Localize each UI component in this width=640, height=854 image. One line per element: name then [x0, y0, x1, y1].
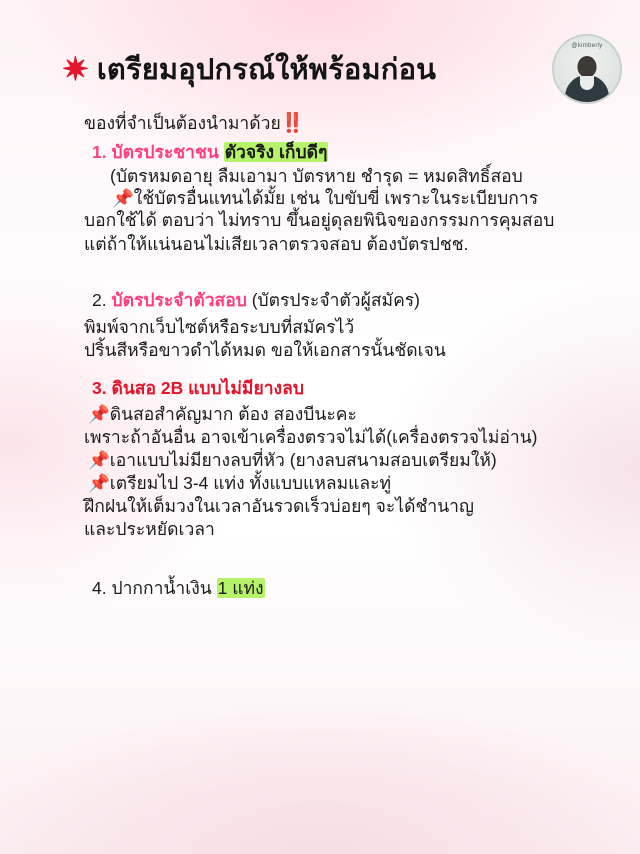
item-3-line-4: 📌เตรียมไป 3-4 แท่ง ทั้งแบบแหลมและทู่	[88, 473, 392, 493]
item-1-heading	[92, 142, 328, 163]
item-3-line-2: เพราะถ้าอันอื่น อาจเข้าเครื่องตรวจไม่ได้(เครื่องตรวจไม่อ่าน)	[84, 427, 538, 447]
item-1-line-4: แต่ถ้าให้แน่นอนไม่เสียเวลาตรวจสอบ ต้องบัตรปชช.	[84, 234, 469, 254]
double-exclamation-icon: ‼️	[280, 113, 305, 134]
avatar-handle: @kimberly	[571, 43, 603, 49]
item-2-number: 2.	[92, 290, 107, 310]
item-1-heading-pink: บัตรประชาชน	[111, 142, 219, 162]
avatar-head-shape	[578, 56, 597, 77]
item-3-line-5: ฝึกฝนให้เต็มวงในเวลาอันรวดเร็วบ่อยๆ จะได้ชำนาญ	[84, 496, 474, 516]
item-4-number: 4.	[92, 578, 107, 598]
item-2-line-1: พิมพ์จากเว็บไซต์หรือระบบที่สมัครไว้	[84, 317, 355, 337]
item-3-line-6: และประหยัดเวลา	[84, 519, 215, 539]
item-1-line-1: (บัตรหมดอายุ ลืมเอามา บัตรหาย ชำรุด = หมดสิทธิ์สอบ	[110, 166, 523, 186]
item-4-heading	[92, 578, 265, 599]
item-4-heading-highlight: 1 แท่ง	[217, 578, 264, 598]
item-4-heading-plain: ปากกาน้ำเงิน	[111, 578, 212, 598]
asterisk-icon: ✷	[62, 51, 89, 87]
intro-line	[84, 113, 304, 134]
item-1-line-3: บอกใช้ได้ ตอบว่า ไม่ทราบ ขึ้นอยู่ดุลยพินิจของกรรมการคุมสอบ	[84, 210, 555, 230]
item-1-number: 1.	[92, 142, 107, 162]
item-2-heading-pink: บัตรประจำตัวสอบ	[111, 290, 247, 310]
item-1-heading-highlight: ตัวจริง เก็บดีๆ	[224, 142, 328, 162]
item-2-heading	[92, 290, 420, 311]
avatar	[552, 34, 622, 104]
avatar-collar-shape	[580, 76, 594, 90]
item-3-number: 3.	[92, 378, 107, 398]
item-3-heading	[92, 378, 304, 399]
page-title-row	[62, 52, 436, 88]
item-2-line-2: ปริ้นสีหรือขาวดำได้หมด ขอให้เอกสารนั้นชัดเจน	[84, 340, 446, 360]
item-3-heading-red: ดินสอ 2B แบบไม่มียางลบ	[111, 378, 304, 398]
item-3-line-3: 📌เอาแบบไม่มียางลบที่หัว (ยางลบสนามสอบเตรียมให้)	[88, 450, 497, 470]
item-2-heading-suffix: (บัตรประจำตัวผู้สมัคร)	[251, 290, 421, 310]
page-title: เตรียมอุปกรณ์ให้พร้อมก่อน	[96, 54, 437, 86]
item-1-line-2: 📌ใช้บัตรอื่นแทนได้มั้ย เช่น ใบขับขี่ เพราะในระเบียบการ	[112, 188, 539, 208]
intro-text: ของที่จำเป็นต้องนำมาด้วย	[84, 113, 281, 133]
item-3-line-1: 📌ดินสอสำคัญมาก ต้อง สองบีนะคะ	[88, 404, 357, 424]
